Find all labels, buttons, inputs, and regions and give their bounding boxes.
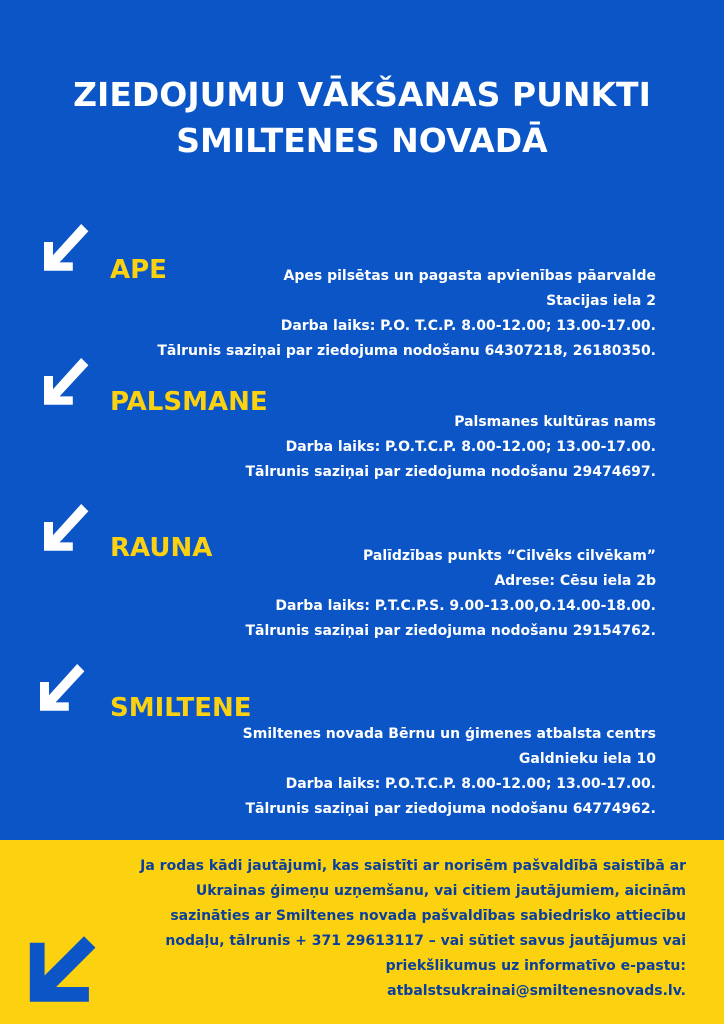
info-line: Tālrunis saziņai par ziedojuma nodošanu 64307218, 26180350. xyxy=(157,343,656,359)
footer-email[interactable]: atbalstsukrainai@smiltenesnovads.lv. xyxy=(387,983,686,999)
info-line: Tālrunis saziņai par ziedojuma nodošanu 29154762. xyxy=(245,623,656,639)
arrow-down-left-icon xyxy=(32,498,92,558)
place-info xyxy=(157,264,656,364)
place-name: SMILTENE xyxy=(110,693,252,723)
info-line: Tālrunis saziņai par ziedojuma nodošanu 64774962. xyxy=(245,801,656,817)
page-title-line-1: ZIEDOJUMU VĀKŠANAS PUNKTI xyxy=(73,75,651,114)
arrow-down-left-icon xyxy=(32,218,92,278)
footer-line: Ja rodas kādi jautājumi, kas saistīti ar norisēm pašvaldībā saistībā ar xyxy=(140,858,686,874)
arrow-down-left-icon xyxy=(32,352,92,412)
footer-line: Ukrainas ģimeņu uzņemšanu, vai citiem jautājumiem, aicinām xyxy=(195,883,686,899)
info-line: Palsmanes kultūras nams xyxy=(454,414,656,430)
place-name: PALSMANE xyxy=(110,387,268,417)
info-line: Adrese: Cēsu iela 2b xyxy=(494,573,656,589)
info-line: Palīdzības punkts “Cilvēks cilvēkam” xyxy=(362,548,656,564)
info-line: Darba laiks: P.O.T.C.P. 8.00-12.00; 13.00-17.00. xyxy=(285,776,656,792)
footer-banner xyxy=(0,840,724,1024)
info-line: Apes pilsētas un pagasta apvienības pāarvalde xyxy=(283,268,656,284)
place-info xyxy=(245,410,656,485)
info-line: Darba laiks: P.O. T.C.P. 8.00-12.00; 13.00-17.00. xyxy=(280,318,656,334)
place-name: RAUNA xyxy=(110,533,213,563)
place-info xyxy=(245,544,656,644)
page-title-line-2: SMILTENES NOVADĀ xyxy=(176,121,548,160)
info-line: Tālrunis saziņai par ziedojuma nodošanu 29474697. xyxy=(245,464,656,480)
info-line: Stacijas iela 2 xyxy=(546,293,656,309)
info-line: Smiltenes novada Bērnu un ģimenes atbalsta centrs xyxy=(242,726,656,742)
info-line: Galdnieku iela 10 xyxy=(518,751,656,767)
arrow-down-left-icon xyxy=(28,658,88,718)
place-name: APE xyxy=(110,255,167,285)
place-info xyxy=(243,722,656,822)
page-title xyxy=(0,72,724,164)
footer-line: priekšlikumus uz informatīvo e-pastu: xyxy=(385,958,686,974)
info-line: Darba laiks: P.T.C.P.S. 9.00-13.00,O.14.00-18.00. xyxy=(275,598,656,614)
info-line: Darba laiks: P.O.T.C.P. 8.00-12.00; 13.00-17.00. xyxy=(285,439,656,455)
footer-text xyxy=(26,854,686,1004)
footer-line: nodaļu, tālrunis + 371 29613117 – vai sūtiet savus jautājumus vai xyxy=(165,933,686,949)
footer-line: sazināties ar Smiltenes novada pašvaldības sabiedrisko attiecību xyxy=(170,908,686,924)
